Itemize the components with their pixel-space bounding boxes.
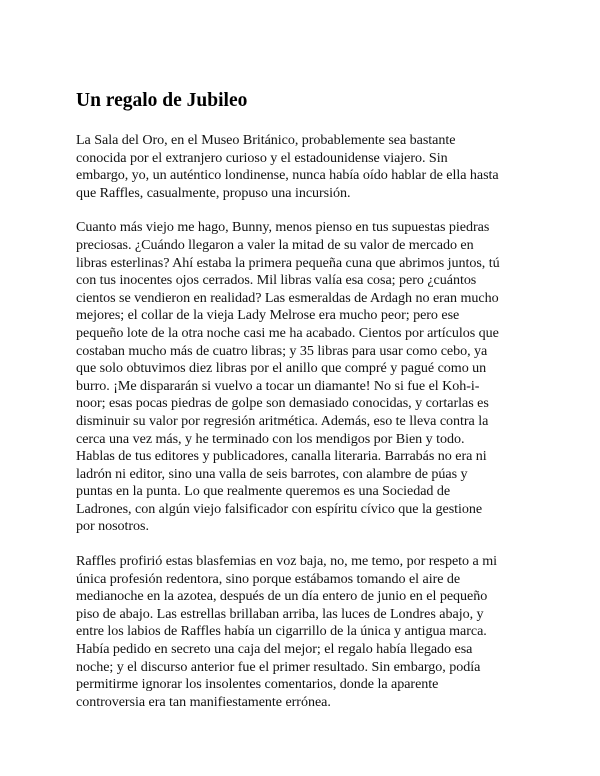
text-line: que Raffles, casualmente, propuso una incursión. (76, 184, 351, 201)
text-line: con tus inocentes ojos cerrados. Mil libras valía esa cosa; pero ¿cuántos (76, 272, 477, 289)
body-paragraph (76, 553, 526, 711)
text-line: entre los labios de Raffles había un cigarrillo de la única y antigua marca. (76, 623, 487, 640)
document-title: Un regalo de Jubileo (76, 90, 248, 111)
text-line: conocida por el extranjero curioso y el estadounidense viajero. Sin (76, 149, 448, 166)
text-line: costaban mucho más de cuatro libras; y 35 libras para usar como cebo, ya (76, 342, 488, 359)
text-line: cerca una vez más, y he terminado con los mendigos por Bien y todo. (76, 430, 465, 447)
text-line: Raffles profirió estas blasfemias en voz baja, no, me temo, por respeto a mi (76, 553, 497, 570)
text-line: permitirme ignorar los insolentes comentarios, donde la aparente (76, 676, 439, 693)
text-line: única profesión redentora, sino porque estábamos tomando el aire de (76, 570, 461, 587)
body-paragraph (76, 132, 526, 202)
text-line: preciosas. ¿Cuándo llegaron a valer la mitad de su valor de mercado en (76, 236, 474, 253)
text-line: cientos se vendieron en realidad? Las esmeraldas de Ardagh no eran mucho (76, 289, 499, 306)
text-line: libras esterlinas? Ahí estaba la primera pequeña cuna que abrimos juntos, tú (76, 254, 500, 271)
text-line: disminuir su valor por regresión aritmética. Además, eso te lleva contra la (76, 412, 489, 429)
text-line: Cuanto más viejo me hago, Bunny, menos pienso en tus supuestas piedras (76, 219, 490, 236)
document-page (76, 89, 526, 728)
body-paragraph (76, 219, 526, 536)
text-line: Había pedido en secreto una caja del mejor; el regalo había llegado esa (76, 641, 473, 658)
text-line: que solo obtuvimos diez libras por el anillo que compré y pagué como un (76, 360, 487, 377)
text-line: ladrón ni editor, sino una valla de seis barrotes, con alambre de púas y (76, 465, 468, 482)
text-line: noche; y el discurso anterior fue el primer resultado. Sin embargo, podía (76, 658, 481, 675)
document-body (76, 132, 526, 711)
text-line: piso de abajo. Las estrellas brillaban arriba, las luces de Londres abajo, y (76, 605, 484, 622)
text-line: Ladrones, con algún viejo falsificador con espíritu cívico que la gestione (76, 500, 483, 517)
text-line: controversia era tan manifiestamente errónea. (76, 693, 331, 710)
text-line: noor; esas pocas piedras de golpe son demasiado conocidas, y cortarlas es (76, 395, 489, 412)
text-line: La Sala del Oro, en el Museo Británico, probablemente sea bastante (76, 132, 456, 148)
text-line: Hablas de tus editores y publicadores, canalla literaria. Barrabás no era ni (76, 448, 487, 465)
text-line: mejores; el collar de la vieja Lady Melrose era mucho peor; pero ese (76, 307, 460, 324)
text-line: pequeño lote de la otra noche casi me ha acabado. Cientos por artículos que (76, 324, 499, 341)
text-line: por nosotros. (76, 518, 149, 535)
text-line: medianoche en la azotea, después de un día entero de junio en el pequeño (76, 588, 488, 605)
text-line: burro. ¡Me dispararán si vuelvo a tocar un diamante! No si fue el Koh-i- (76, 377, 480, 394)
text-line: puntas en la punta. Lo que realmente queremos es una Sociedad de (76, 483, 451, 500)
text-line: embargo, yo, un auténtico londinense, nunca había oído hablar de ella hasta (76, 167, 499, 184)
